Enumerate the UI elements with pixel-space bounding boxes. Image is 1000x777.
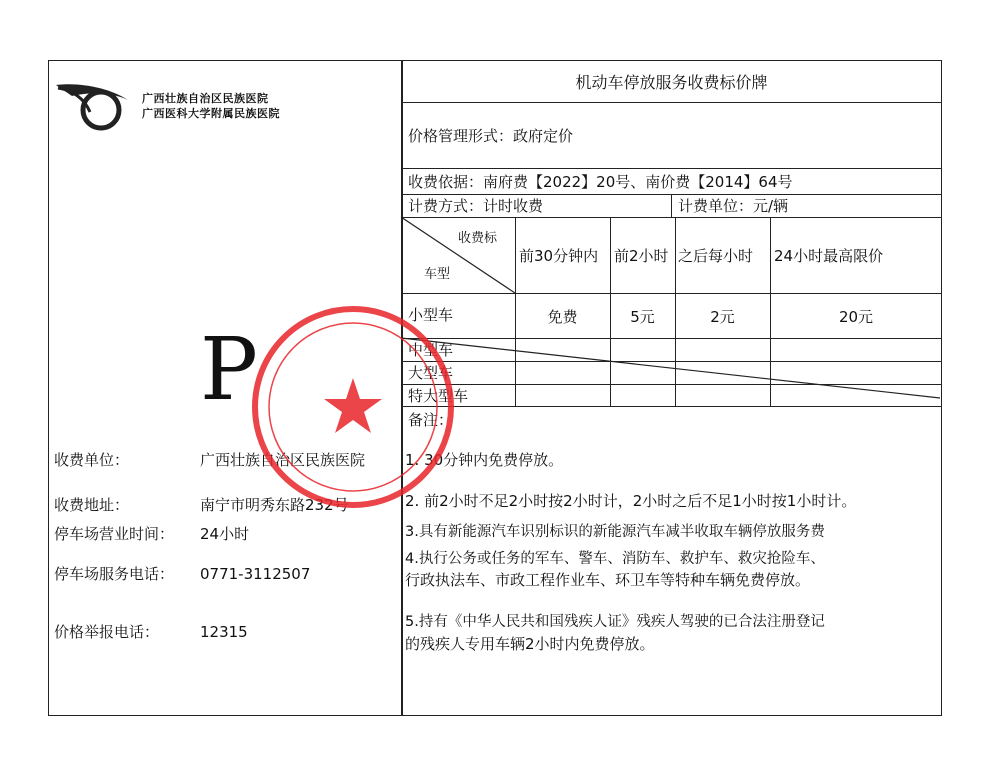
note-5-line2: 的残疾人专用车辆2小时内免费停放。 (405, 635, 655, 653)
billing-unit: 计费单位：元/辆 (678, 197, 789, 215)
unit-value: 广西壮族自治区民族医院 (200, 451, 366, 469)
hours-label: 停车场营业时间： (54, 525, 175, 543)
table-corner-top: 收费标 (458, 231, 498, 246)
header-col-3: 之后每小时 (678, 247, 754, 265)
hours-value: 24小时 (200, 525, 250, 543)
cell-small-30min: 免费 (547, 308, 578, 326)
billing-method: 计费方式：计时收费 (408, 197, 544, 215)
header-col-2: 前2小时 (614, 247, 669, 265)
address-label: 收费地址： (54, 496, 130, 514)
cell-small-per-hour: 2元 (710, 308, 735, 326)
cell-small-2h: 5元 (630, 308, 655, 326)
header-col-1: 前30分钟内 (519, 247, 599, 265)
table-corner-bottom: 车型 (424, 267, 451, 282)
note-2: 2. 前2小时不足2小时按2小时计，2小时之后不足1小时按1小时计。 (405, 492, 857, 510)
note-3: 3.具有新能源汽车识别标识的新能源汽车减半收取车辆停放服务费 (405, 524, 825, 540)
phone-label: 停车场服务电话： (54, 565, 175, 583)
note-4-line2: 行政执法车、市政工程作业车、环卫车等特种车辆免费停放。 (405, 571, 811, 589)
hospital-name-line2: 广西医科大学附属民族医院 (142, 107, 280, 120)
row-type-medium: 中型车 (408, 341, 454, 359)
remarks-label: 备注： (408, 411, 454, 429)
report-label: 价格举报电话： (54, 623, 160, 641)
unit-label: 收费单位： (54, 451, 130, 469)
address-value: 南宁市明秀东路232号 (200, 496, 349, 514)
header-col-4: 24小时最高限价 (774, 247, 884, 265)
parking-symbol: P (200, 320, 258, 420)
price-management: 价格管理形式：政府定价 (408, 127, 574, 145)
row-type-small: 小型车 (408, 306, 454, 324)
hospital-name-line1: 广西壮族自治区民族医院 (142, 92, 269, 105)
note-4-line1: 4.执行公务或任务的军车、警车、消防车、救护车、救灾抢险车、 (405, 551, 825, 567)
note-1: 1. 30分钟内免费停放。 (405, 451, 564, 469)
sign-title: 机动车停放服务收费标价牌 (575, 73, 768, 92)
fee-basis: 收费依据：南府费【2022】20号、南价费【2014】64号 (408, 173, 793, 191)
row-type-extra-large: 特大型车 (408, 387, 469, 405)
phone-value: 0771-3112507 (200, 565, 311, 583)
note-5-line1: 5.持有《中华人民共和国残疾人证》残疾人驾驶的已合法注册登记 (405, 614, 825, 630)
cell-small-24h-max: 20元 (838, 308, 874, 326)
report-value: 12315 (200, 623, 248, 641)
row-type-large: 大型车 (408, 364, 454, 382)
